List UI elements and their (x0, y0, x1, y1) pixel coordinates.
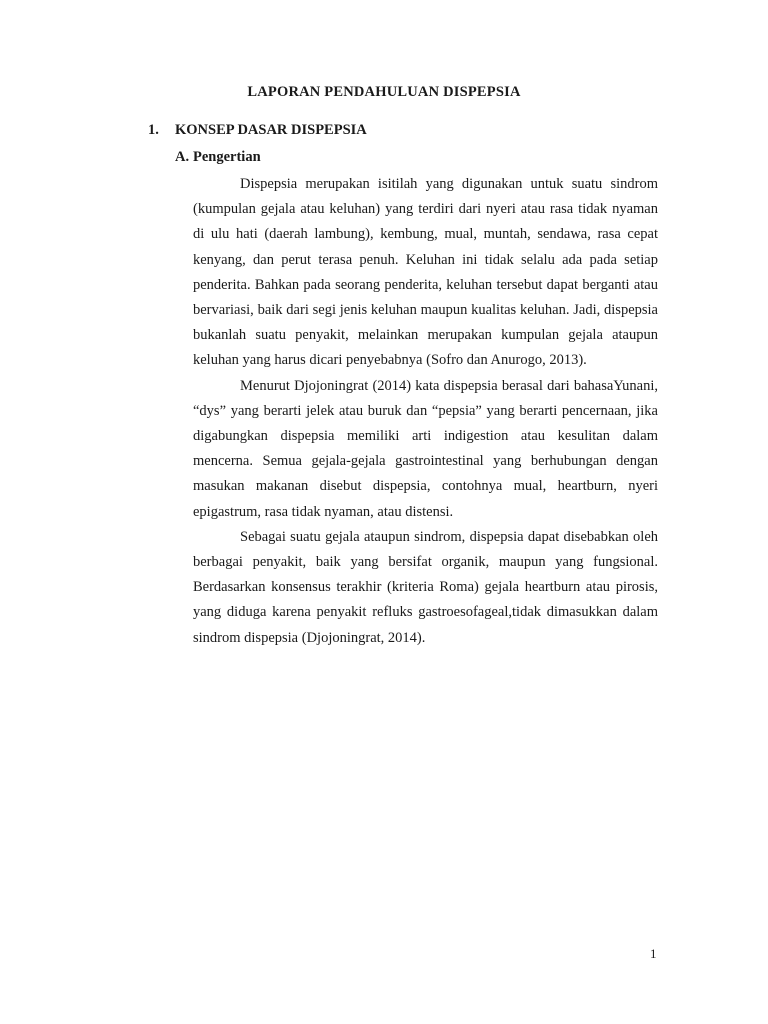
paragraph: Sebagai suatu gejala ataupun sindrom, dispepsia dapat disebabkan oleh berbagai penyakit, baik yang bersifat organik, maupun yang fungsional. Berdasarkan konsensus terakhir (kriteria Roma) gejala heartburn atau pirosis, yang diduga karena penyakit refluks gastroesofageal,tidak dimasukkan dalam sindrom dispepsia (Djojoningrat, 2014). (193, 528, 658, 646)
page-number: 1 (650, 946, 657, 961)
paragraph: Menurut Djojoningrat (2014) kata dispepsia berasal dari bahasaYunani, “dys” yang berarti jelek atau buruk dan “pepsia” yang berarti pencernaan, jika digabungkan dispepsia memiliki arti indigestion atau kesulitan dalam mencerna. Semua gejala-gejala gastrointestinal yang berhubungan dengan masukan makanan disebut dispepsia, contohnya mual, heartburn, nyeri epigastrum, rasa tidak nyaman, atau distensi. (193, 377, 658, 520)
section-title: KONSEP DASAR DISPEPSIA (175, 122, 367, 138)
document-title: LAPORAN PENDAHULUAN DISPEPSIA (247, 84, 521, 100)
subsection-letter: A. (175, 149, 190, 165)
subsection-title: Pengertian (193, 149, 261, 165)
paragraph: Dispepsia merupakan isitilah yang digunakan untuk suatu sindrom (kumpulan gejala atau keluhan) yang terdiri dari nyeri atau rasa tidak nyaman di ulu hati (daerah lambung), kembung, mual, muntah, sendawa, rasa cepat kenyang, dan perut terasa penuh. Keluhan ini tidak selalu ada pada setiap penderita. Bahkan pada seorang penderita, keluhan tersebut dapat berganti atau bervariasi, baik dari segi jenis keluhan maupun kualitas keluhan. Jadi, dispepsia bukanlah suatu penyakit, melainkan merupakan kumpulan gejala ataupun keluhan yang harus dicari penyebabnya (Sofro dan Anurogo, 2013). (193, 176, 658, 369)
body-text (193, 172, 658, 651)
section-number: 1. (148, 122, 159, 138)
